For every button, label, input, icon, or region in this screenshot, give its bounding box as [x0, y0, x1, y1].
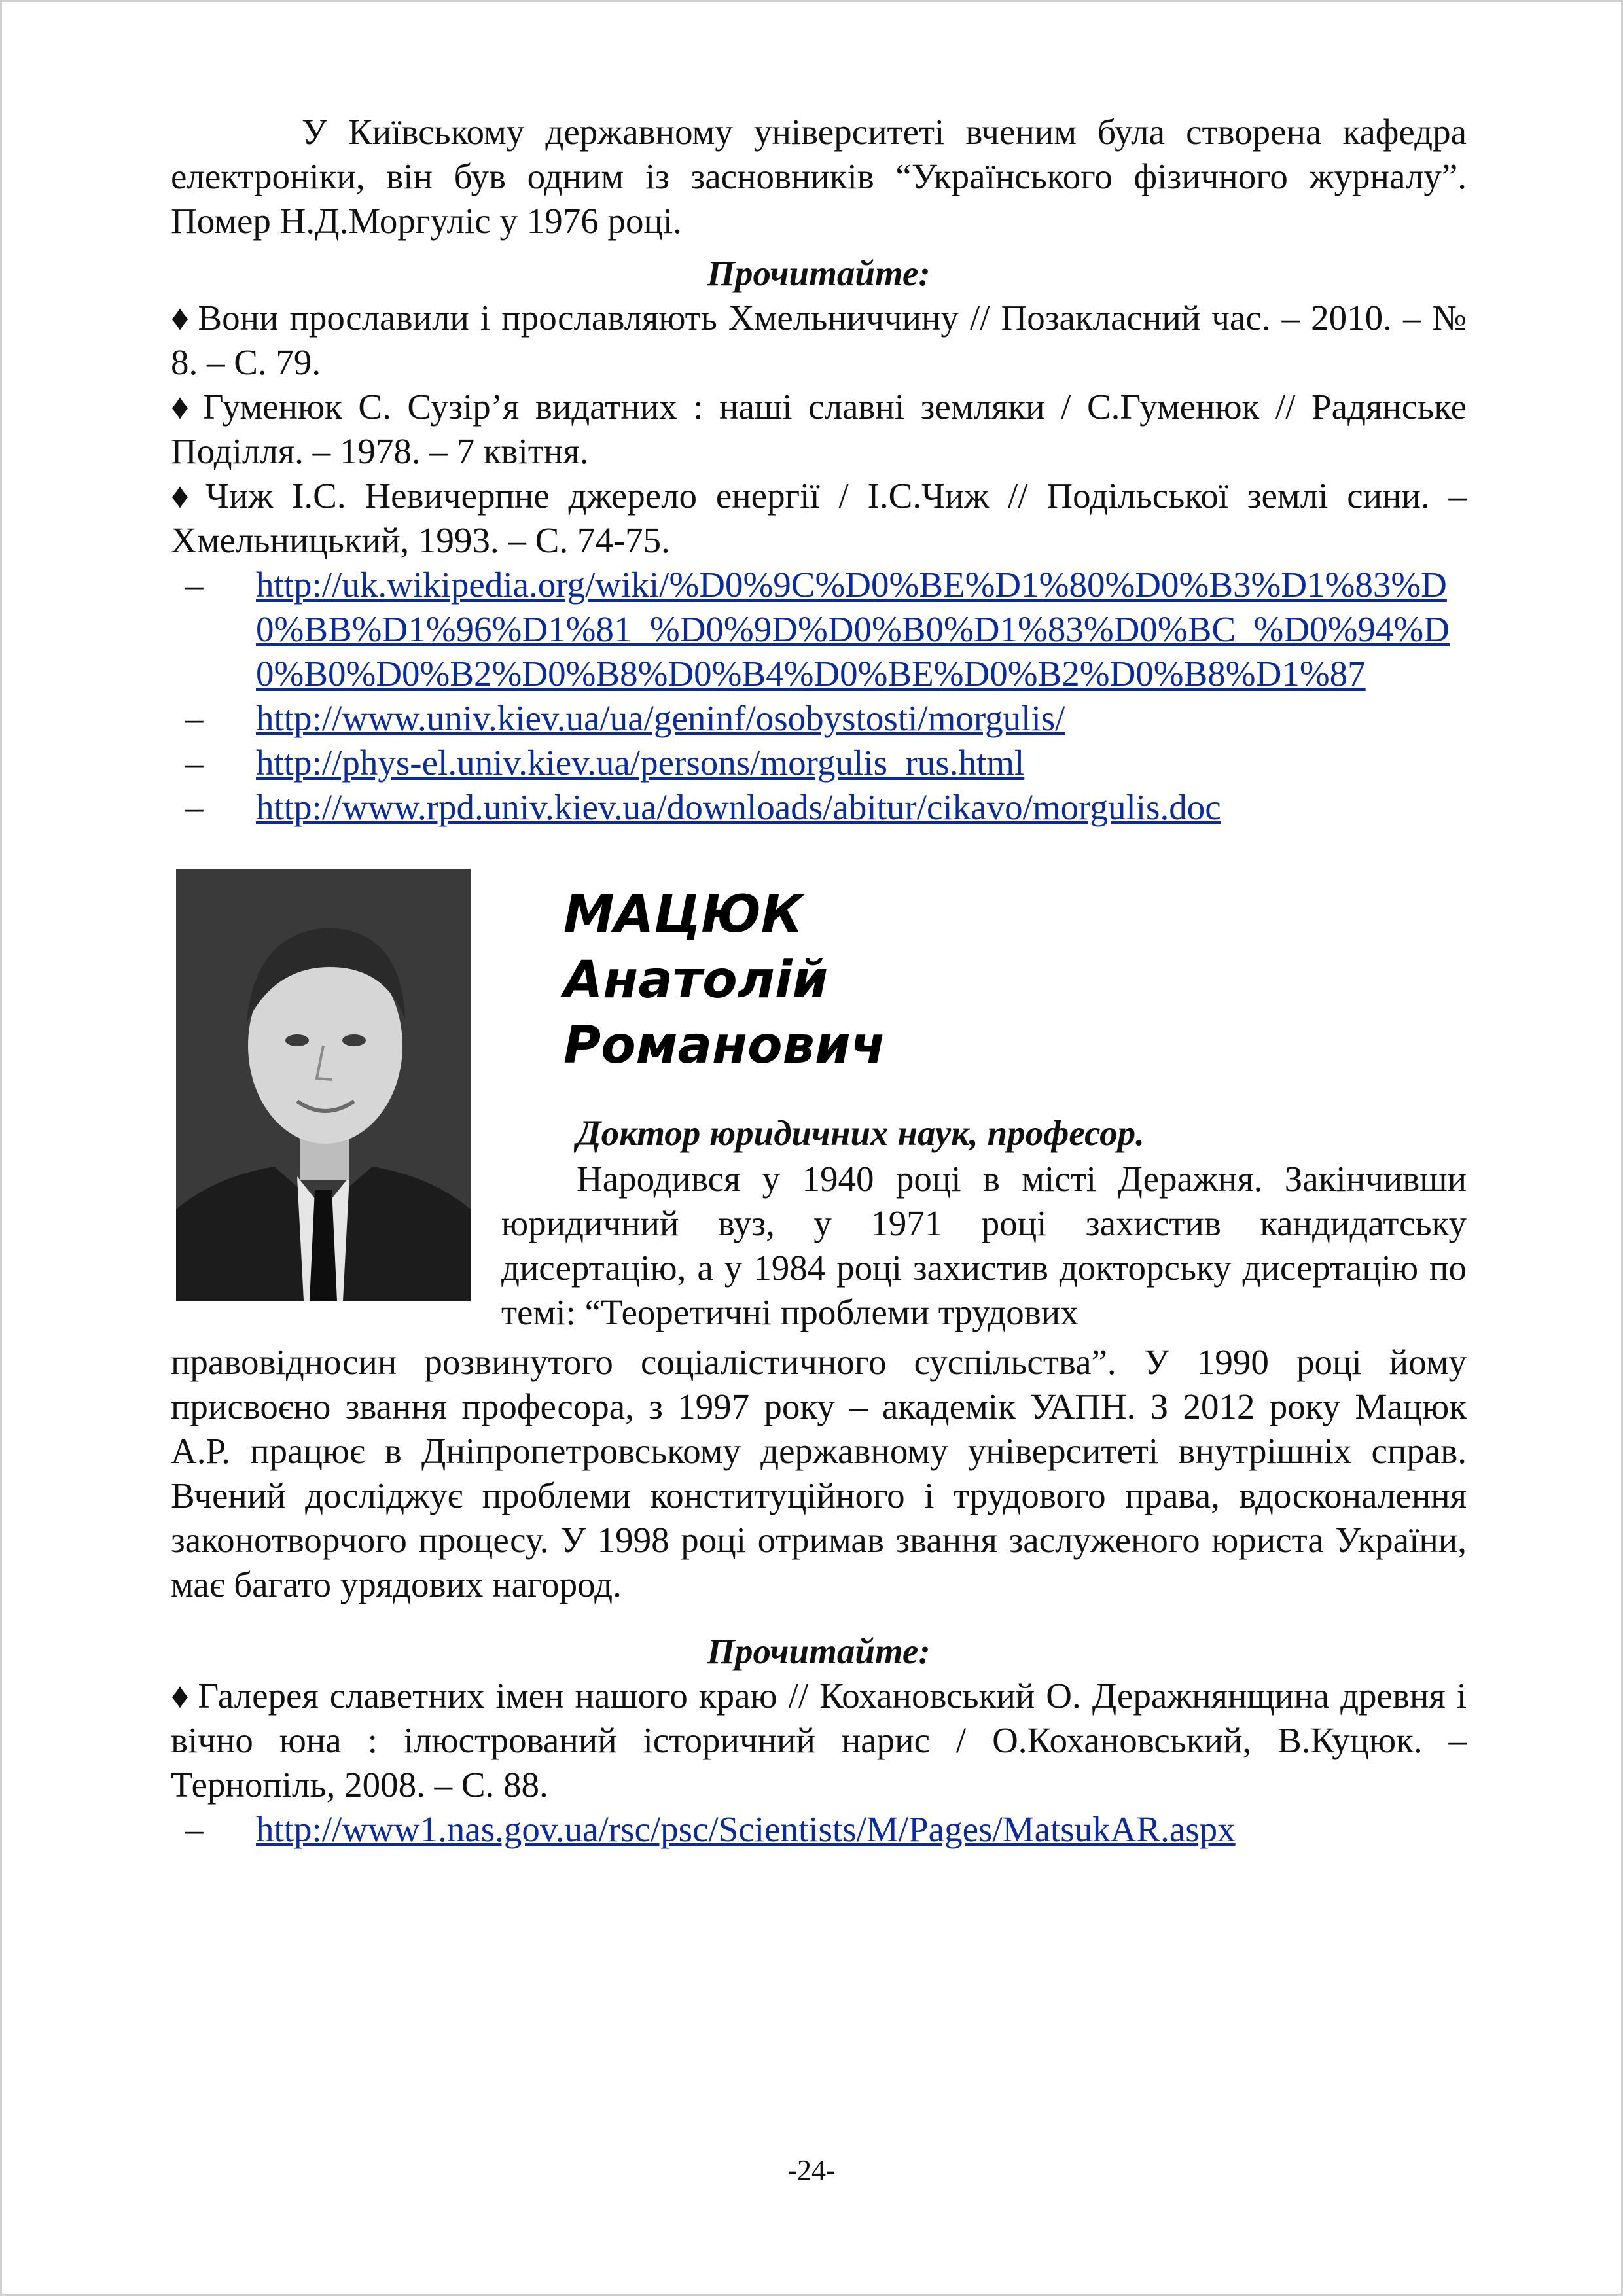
person-name [563, 882, 885, 1078]
wikipedia-link[interactable]: http://uk.wikipedia.org/wiki/%D0%9C%D0%BE%D1%80%D0%B3%D1%83%D0%BB%D1%96%D1%81_%D0%9D%D0%B0%D1%83%D0%BC_%D0%94%D0%B0%D0%B2%D0%B8%D0%B4%D0%BE%D0%B2%D0%B8%D1%87 [256, 565, 1450, 694]
biography-section [171, 869, 1467, 1340]
diamond-bullet-icon: ♦ [171, 387, 196, 427]
first-name: Анатолій [563, 951, 829, 1010]
link-item [171, 785, 1467, 830]
patronymic: Романович [563, 1016, 886, 1075]
phys-el-link[interactable]: http://phys-el.univ.kiev.ua/persons/morgulis_rus.html [256, 743, 1025, 783]
link-list-2 [171, 1807, 1467, 1852]
surname: МАЦЮК [563, 885, 803, 944]
diamond-bullet-icon: ♦ [171, 1676, 192, 1716]
reference-item: ♦ Вони прославили і прославляють Хмельниччину // Позакласний час. – 2010. – № 8. – С. 79. [171, 298, 1467, 382]
rpd-doc-link[interactable]: http://www.rpd.univ.kiev.ua/downloads/abitur/cikavo/morgulis.doc [256, 787, 1221, 827]
nas-gov-link[interactable]: http://www1.nas.gov.ua/rsc/psc/Scientists/M/Pages/MatsukAR.aspx [256, 1809, 1236, 1849]
dash-marker: – [185, 698, 204, 738]
link-list [171, 563, 1467, 830]
intro-paragraph: У Київському державному університеті вченим була створена кафедра електроніки, він був одним із засновників “Українського фізичного журналу”. Помер Н.Д.Моргуліс у 1976 році. [171, 112, 1467, 241]
dash-marker: – [185, 743, 204, 783]
reference-item: ♦ Галерея славетних імен нашого краю // Кохановський О. Деражнянщина древня і вічно юна : ілюстрований історичний нарис / О.Кохановський, В.Куцюк. – Тернопіль, 2008. – С. 88. [171, 1676, 1467, 1805]
portrait-image [176, 869, 471, 1301]
academic-title: Доктор юридичних наук, професор. [577, 1113, 1145, 1153]
page-content [171, 110, 1467, 1852]
diamond-bullet-icon: ♦ [171, 476, 200, 516]
bio-wrap-text: Народився у 1940 році в місті Деражня. Закінчивши юридичний вуз, у 1971 році захистив кандидатську дисертацію, а у 1984 році захистив докторську дисертацію по темі: “Теоретичні проблеми трудових [501, 1159, 1467, 1332]
bio-continuation: правовідносин розвинутого соціалістичного суспільства”. У 1990 році йому присвоєно звання професора, з 1997 року – академік УАПН. З 2012 року Мацюк А.Р. працює в Дніпропетровському державному університеті внутрішніх справ. Вчений досліджує проблеми конституційного і трудового права, вдосконалення законотворчого процесу. У 1998 році отримав звання заслуженого юриста України, має багато урядових нагород. [171, 1342, 1467, 1604]
dash-marker: – [185, 787, 204, 827]
page-number: -24- [787, 2154, 836, 2186]
portrait-photo [176, 869, 471, 1301]
reference-item: ♦ Гуменюк С. Сузір’я видатних : наші славні земляки / С.Гуменюк // Радянське Поділля. – 1978. – 7 квітня. [171, 387, 1467, 471]
reference-item: ♦ Чиж І.С. Невичерпне джерело енергії / І.С.Чиж // Подільської землі сини. – Хмельницький, 1993. – С. 74-75. [171, 476, 1467, 560]
link-item [171, 1807, 1467, 1852]
dash-marker: – [185, 565, 204, 605]
read-heading-2: Прочитайте: [707, 1631, 931, 1671]
link-item [171, 696, 1467, 741]
link-item [171, 563, 1467, 696]
read-heading: Прочитайте: [707, 253, 931, 293]
link-item [171, 741, 1467, 785]
univ-kiev-link[interactable]: http://www.univ.kiev.ua/ua/geninf/osobystosti/morgulis/ [256, 698, 1065, 738]
dash-marker: – [185, 1809, 204, 1849]
diamond-bullet-icon: ♦ [171, 298, 192, 338]
